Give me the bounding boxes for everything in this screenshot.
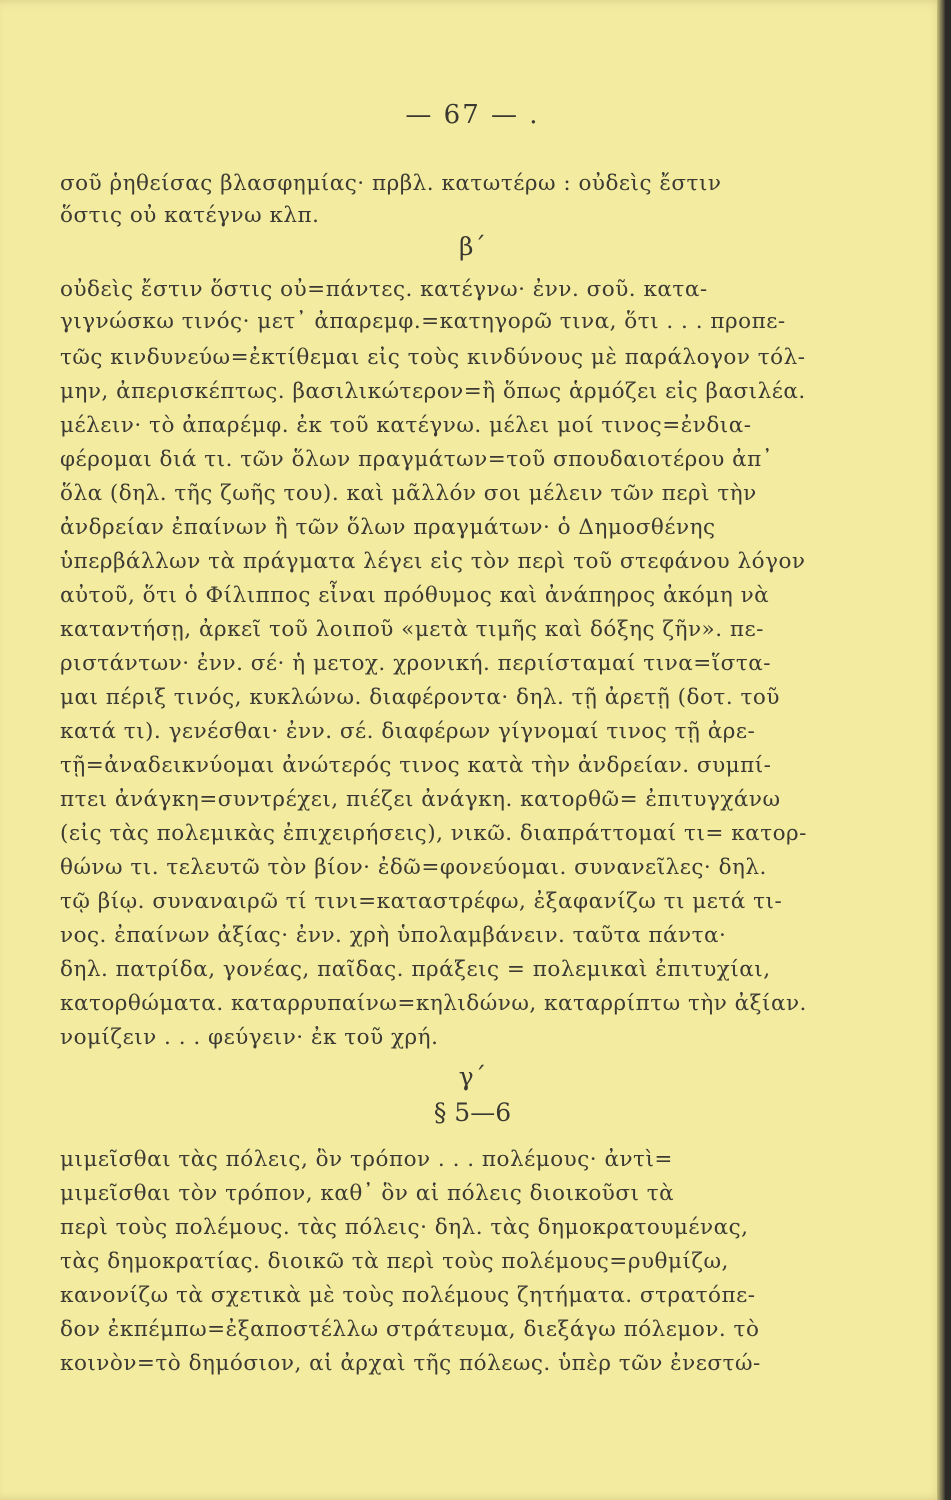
text-line: μέλειν· τὸ ἀπαρέμφ. ἐκ τοῦ κατέγνω. μέλει μοί τινος=ἐνδια- (60, 413, 752, 438)
text-line: τῷ βίῳ. συναναιρῶ τί τινι=καταστρέφω, ἐξαφανίζω τι μετά τι- (60, 889, 783, 914)
text-line: αὐτοῦ, ὅτι ὁ Φίλιππος εἶναι πρόθυμος καὶ ἀνάπηρος ἀκόμη νὰ (60, 583, 770, 608)
text-line: τὰς δημοκρατίας. διοικῶ τὰ περὶ τοὺς πολέμους=ρυθμίζω, (60, 1249, 729, 1274)
text-line: μιμεῖσθαι τὸν τρόπον, καθ᾽ ὃν αἱ πόλεις διοικοῦσι τὰ (60, 1181, 675, 1206)
text-line: πτει ἀνάγκη=συντρέχει, πιέζει ἀνάγκη. κατορθῶ= ἐπιτυγχάνω (60, 787, 781, 812)
text-line: ριστάντων· ἐνν. σέ· ἡ μετοχ. χρονική. περιίσταμαί τινα=ἵστα- (60, 651, 772, 676)
section-marker-gamma: γ΄ (458, 1062, 487, 1091)
text-line: ὅστις οὐ κατέγνω κλπ. (60, 203, 320, 228)
text-line: ὅλα (δηλ. τῆς ζωῆς του). καὶ μᾶλλόν σοι μέλειν τῶν περὶ τὴν (60, 481, 757, 506)
text-line: κανονίζω τὰ σχετικὰ μὲ τοὺς πολέμους ζητήματα. στρατόπε- (60, 1283, 756, 1308)
text-line: κατά τι). γενέσθαι· ἐνν. σέ. διαφέρων γίγνομαί τινος τῇ ἀρε- (60, 719, 756, 744)
text-line: τῶς κινδυνεύω=ἐκτίθεμαι εἰς τοὺς κινδύνους μὲ παράλογον τόλ- (60, 345, 806, 370)
text-line: θώνω τι. τελευτῶ τὸν βίον· ἐδῶ=φονεύομαι. συνανεῖλες· δηλ. (60, 855, 767, 880)
text-line: ὑπερβάλλων τὰ πράγματα λέγει εἰς τὸν περὶ τοῦ στεφάνου λόγον (60, 549, 806, 574)
text-line: μαι πέριξ τινός, κυκλώνω. διαφέροντα· δηλ. τῇ ἀρετῇ (δοτ. τοῦ (60, 685, 780, 710)
text-line: καταντήσῃ, ἀρκεῖ τοῦ λοιποῦ «μετὰ τιμῆς καὶ δόξης ζῆν». πε- (60, 617, 764, 642)
text-line: τῇ=ἀναδεικνύομαι ἀνώτερός τινος κατὰ τὴν ἀνδρείαν. συμπί- (60, 753, 772, 778)
text-line: μην, ἀπερισκέπτως. βασιλικώτερον=ἢ ὅπως ἁρμόζει εἰς βασιλέα. (60, 379, 806, 404)
text-line: σοῦ ῥηθείσας βλασφημίας· πρβλ. κατωτέρω : οὐδεὶς ἔστιν (60, 171, 722, 196)
text-line: δηλ. πατρίδα, γονέας, παῖδας. πράξεις = πολεμικαὶ ἐπιτυχίαι, (60, 957, 771, 982)
page-number: — 67 — . (405, 100, 540, 130)
text-line: φέρομαι διά τι. τῶν ὅλων πραγμάτων=τοῦ σπουδαιοτέρου ἀπ᾽ (60, 447, 774, 472)
text-line: γιγνώσκω τινός· μετ᾽ ἀπαρεμφ.=κατηγορῶ τινα, ὅτι . . . προπε- (60, 309, 786, 334)
text-line: νος. ἐπαίνων ἀξίας· ἐνν. χρὴ ὑπολαμβάνειν. ταῦτα πάντα· (60, 923, 727, 948)
text-line: κατορθώματα. καταρρυπαίνω=κηλιδώνω, καταρρίπτω τὴν ἀξίαν. (60, 991, 807, 1016)
text-line: κοινὸν=τὸ δημόσιον, αἱ ἀρχαὶ τῆς πόλεως. ὑπὲρ τῶν ἐνεστώ- (60, 1351, 761, 1376)
text-line: οὐδεὶς ἔστιν ὅστις οὐ=πάντες. κατέγνω· ἐνν. σοῦ. κατα- (60, 277, 708, 302)
page-edge (937, 0, 945, 1500)
section-marker-beta: β΄ (459, 232, 486, 261)
text-line: περὶ τοὺς πολέμους. τὰς πόλεις· δηλ. τὰς δημοκρατουμένας, (60, 1215, 749, 1240)
paragraph-range: § 5—6 (433, 1098, 512, 1127)
text-line: δον ἐκπέμπω=ἐξαποστέλλω στράτευμα, διεξάγω πόλεμον. τὸ (60, 1317, 760, 1342)
text-line: νομίζειν . . . φεύγειν· ἐκ τοῦ χρή. (60, 1025, 439, 1050)
text-line: ἀνδρείαν ἐπαίνων ἢ τῶν ὅλων πραγμάτων· ὁ Δημοσθένης (60, 515, 716, 540)
text-line: (εἰς τὰς πολεμικὰς ἐπιχειρήσεις), νικῶ. διαπράττομαί τι= κατορ- (60, 821, 807, 846)
text-line: μιμεῖσθαι τὰς πόλεις, ὃν τρόπον . . . πολέμους· ἀντὶ= (60, 1147, 673, 1172)
